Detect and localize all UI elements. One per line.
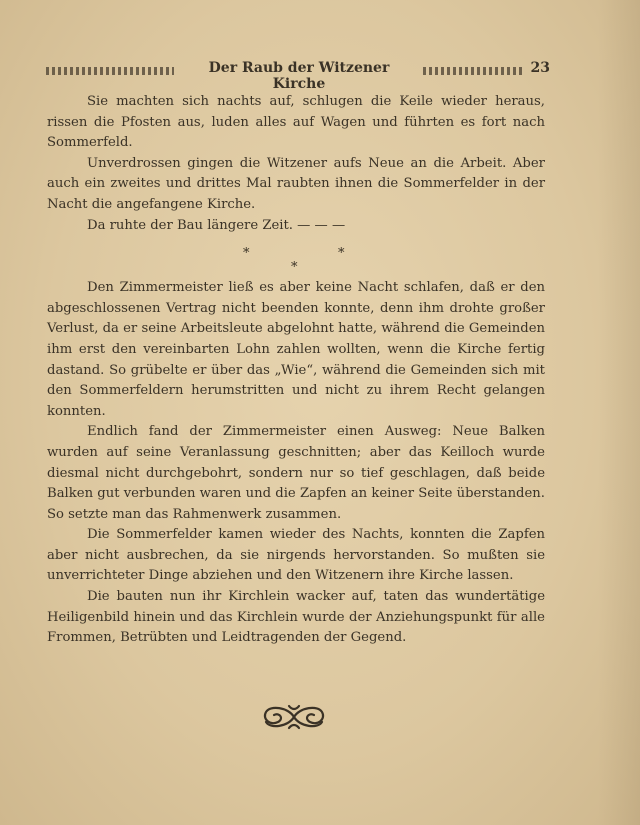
paragraph: Die bauten nun ihr Kirchlein wacker auf, taten das wundertätige Heiligenbild hinein und das Kirchlein wurde der Anziehungspunkt für alle Frommen, Betrübten und Leidtragenden der Gegend. (47, 589, 545, 646)
paragraph: Den Zimmermeister ließ es aber keine Nacht schlafen, daß er den abgeschlossenen Vertrag nicht beenden konnte, denn ihm drohte großer Verlust, da er seine Arbeitsleute abgelohnt hatte, während die Gemeinden ihm erst den vereinbarten Lohn zahlen wollten, wenn die Kirche fertig dastand. So grübelte er über das „Wie“, während die Gemeinden sich mit den Sommerfeldern herumstritten und nicht zu ihrem Recht gelangen konnten. (47, 280, 545, 419)
text-body (47, 92, 545, 649)
paragraph: Endlich fand der Zimmermeister einen Ausweg: Neue Balken wurden auf seine Veranlassung geschnitten; aber das Keilloch wurde diesmal nicht durchgebohrt, sondern nur so tief geschlagen, daß beide Balken gut verbunden waren und die Zapfen an keiner Seite überstanden. So setzte man das Rahmenwerk zusammen. (47, 424, 545, 522)
paragraph: Da ruhte der Bau längere Zeit. — — — (87, 217, 346, 233)
separator-star: * (243, 246, 250, 262)
ornament-knot-icon (258, 702, 330, 732)
header-ornament-right (423, 67, 525, 75)
separator-star: * (338, 246, 345, 262)
asterism-separator (47, 240, 545, 276)
paragraph: Die Sommerfelder kamen wieder des Nachts, konnten die Zapfen aber nicht ausbrechen, da sie nirgends hervorstanden. So mußten sie unverrichteter Dinge abziehen und den Witzenern ihre Kirche lassen. (47, 527, 545, 584)
header-ornament-left (46, 67, 174, 75)
paragraph: Sie machten sich nachts auf, schlugen die Keile wieder heraus, rissen die Pfosten aus, luden alles auf Wagen und führten es fort nach Sommerfeld. (47, 94, 545, 151)
separator-star: * (291, 260, 298, 276)
paragraph: Unverdrossen gingen die Witzener aufs Neue an die Arbeit. Aber auch ein zweites und drittes Mal raubten ihnen die Sommerfelder in der Nacht die angefangene Kirche. (47, 155, 545, 212)
page-number: 23 (530, 60, 550, 76)
page-fold-shadow (598, 0, 640, 825)
running-header (46, 60, 550, 92)
running-title: Der Raub der Witzener Kirche (208, 60, 390, 92)
